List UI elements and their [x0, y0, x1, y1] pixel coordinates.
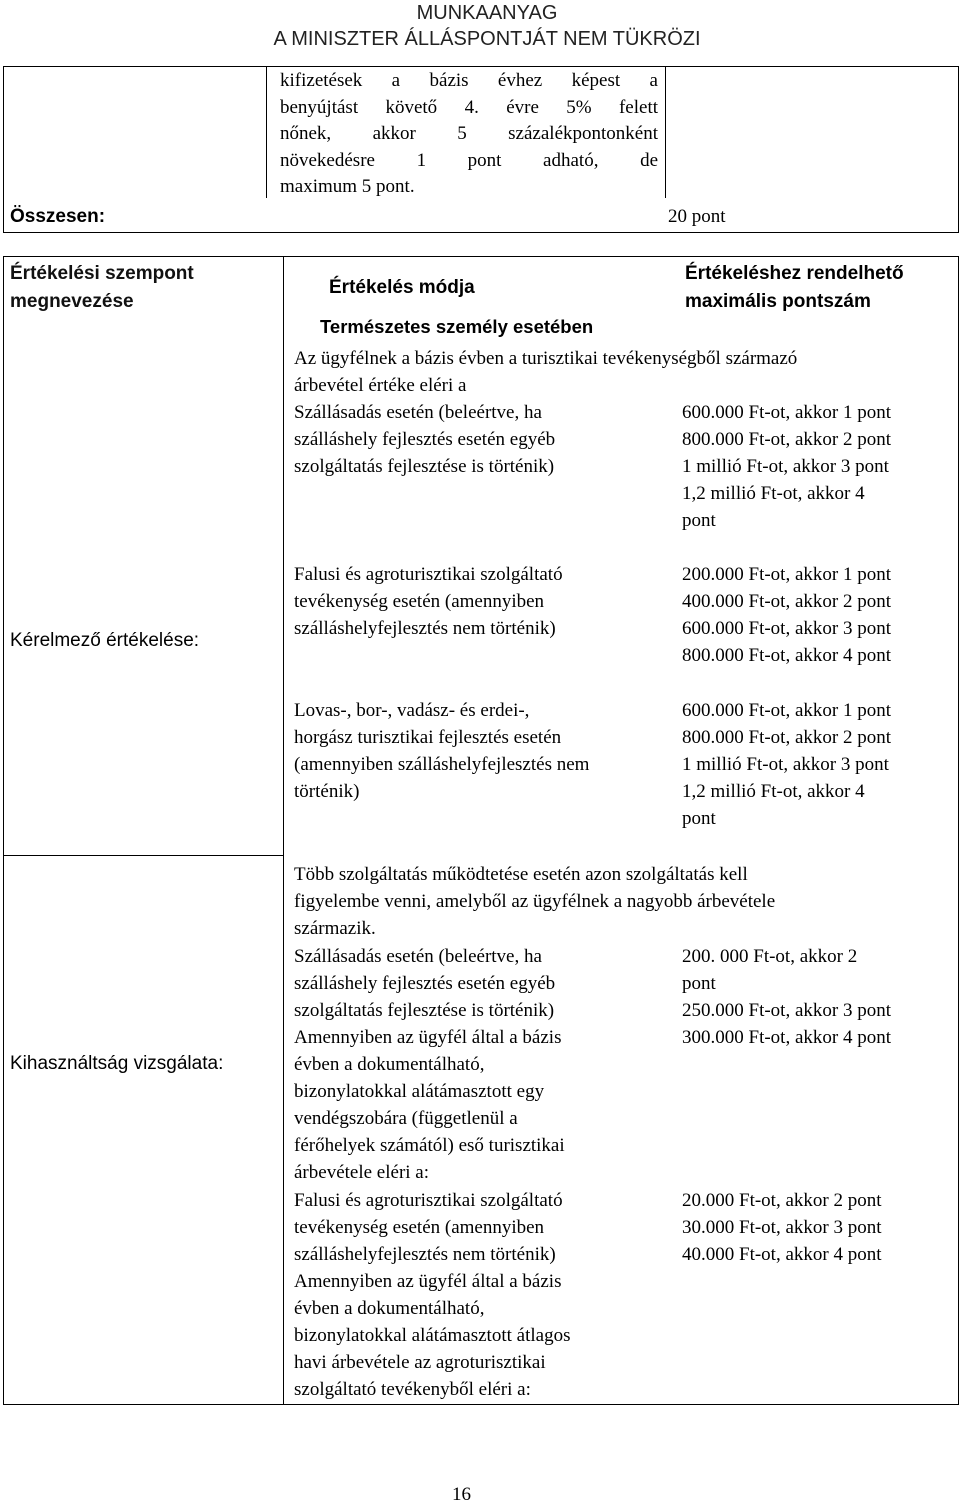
page-number: 16 — [452, 1484, 471, 1505]
revenue-intro: Az ügyfélnek a bázis évben a turisztikai tevékenységből származó árbevétel értéke eléri a — [294, 348, 798, 396]
natural-person-subheading: Természetes személy esetében — [320, 316, 594, 337]
method-accommodation-utilization: Szállásadás esetén (beleértve, ha szálláshely fejlesztés esetén egyéb szolgáltatás fejlesztése is történik) Amennyiben az ügyfél által a bázis évben a dokumentálható, bizonylatokkal alátámasztott egy vendégszobára (függetlenül a férőhelyek számától) eső turisztikai árbevétele eléri a: — [294, 946, 565, 1183]
continuation-line: maximum 5 pont. — [280, 176, 415, 197]
points-accommodation: 600.000 Ft-ot, akkor 1 pont 800.000 Ft-ot, akkor 2 pont 1 millió Ft-ot, akkor 3 pont 1,2 millió Ft-ot, akkor 4 pont — [682, 402, 891, 531]
continuation-text — [280, 68, 658, 201]
header-line-2: A MINISZTER ÁLLÁSPONTJÁT NEM TÜKRÖZI — [273, 28, 701, 50]
continuation-line: nőnek, akkor 5 százalékpontonként — [280, 123, 658, 144]
continuation-line: benyújtást követő 4. évre 5% felett — [280, 96, 658, 118]
method-rural-agro: Falusi és agroturisztikai szolgáltató tevékenység esetén (amennyiben szálláshelyfejlesztés nem történik) — [294, 564, 563, 639]
method-rural-agro-utilization: Falusi és agroturisztikai szolgáltató tevékenység esetén (amennyiben szálláshelyfejlesztés nem történik) Amennyiben az ügyfél által a bázis évben a dokumentálható, bizonylatokkal alátámasztott átlagos havi árbevétele az agroturisztikai szolgáltató tevékenyből eléri a: — [294, 1190, 571, 1400]
section-label-applicant: Kérelmező értékelése: — [10, 630, 200, 651]
total-value: 20 pont — [668, 206, 726, 227]
points-equestrian-wine-hunting: 600.000 Ft-ot, akkor 1 pont 800.000 Ft-ot, akkor 2 pont 1 millió Ft-ot, akkor 3 pont 1,2 millió Ft-ot, akkor 4 pont — [682, 700, 891, 829]
utilization-intro: Több szolgáltatás működtetése esetén azon szolgáltatás kell figyelembe venni, amelyből az ügyfélnek a nagyobb árbevétele származik. — [294, 864, 776, 939]
method-equestrian-wine-hunting: Lovas-, bor-, vadász- és erdei-, horgász turisztikai fejlesztés esetén (amennyiben szálláshelyfejlesztés nem történik) — [294, 700, 590, 802]
points-rural-agro-utilization: 20.000 Ft-ot, akkor 2 pont 30.000 Ft-ot, akkor 3 pont 40.000 Ft-ot, akkor 4 pont — [682, 1190, 882, 1265]
points-accommodation-utilization: 200. 000 Ft-ot, akkor 2 pont 250.000 Ft-ot, akkor 3 pont 300.000 Ft-ot, akkor 4 pont — [682, 946, 891, 1048]
draft-header — [0, 0, 960, 52]
col-method-header: Értékelés módja — [329, 277, 475, 298]
col-points-header: Értékeléshez rendelhető maximális pontszám — [685, 263, 904, 312]
continuation-line: kifizetések a bázis évhez képest a — [280, 70, 658, 91]
points-rural-agro: 200.000 Ft-ot, akkor 1 pont 400.000 Ft-ot, akkor 2 pont 600.000 Ft-ot, akkor 3 pont 800.000 Ft-ot, akkor 4 pont — [682, 564, 891, 666]
section-label-utilization: Kihasználtság vizsgálata: — [10, 1053, 224, 1074]
col-criteria-header: Értékelési szempont megnevezése — [10, 263, 194, 312]
total-label: Összesen: — [10, 206, 106, 227]
header-line-1: MUNKAANYAG — [416, 2, 558, 24]
method-accommodation: Szállásadás esetén (beleértve, ha szálláshely fejlesztés esetén egyéb szolgáltatás fejlesztése is történik) — [294, 402, 556, 477]
continuation-line: növekedésre 1 pont adható, de — [280, 149, 658, 171]
